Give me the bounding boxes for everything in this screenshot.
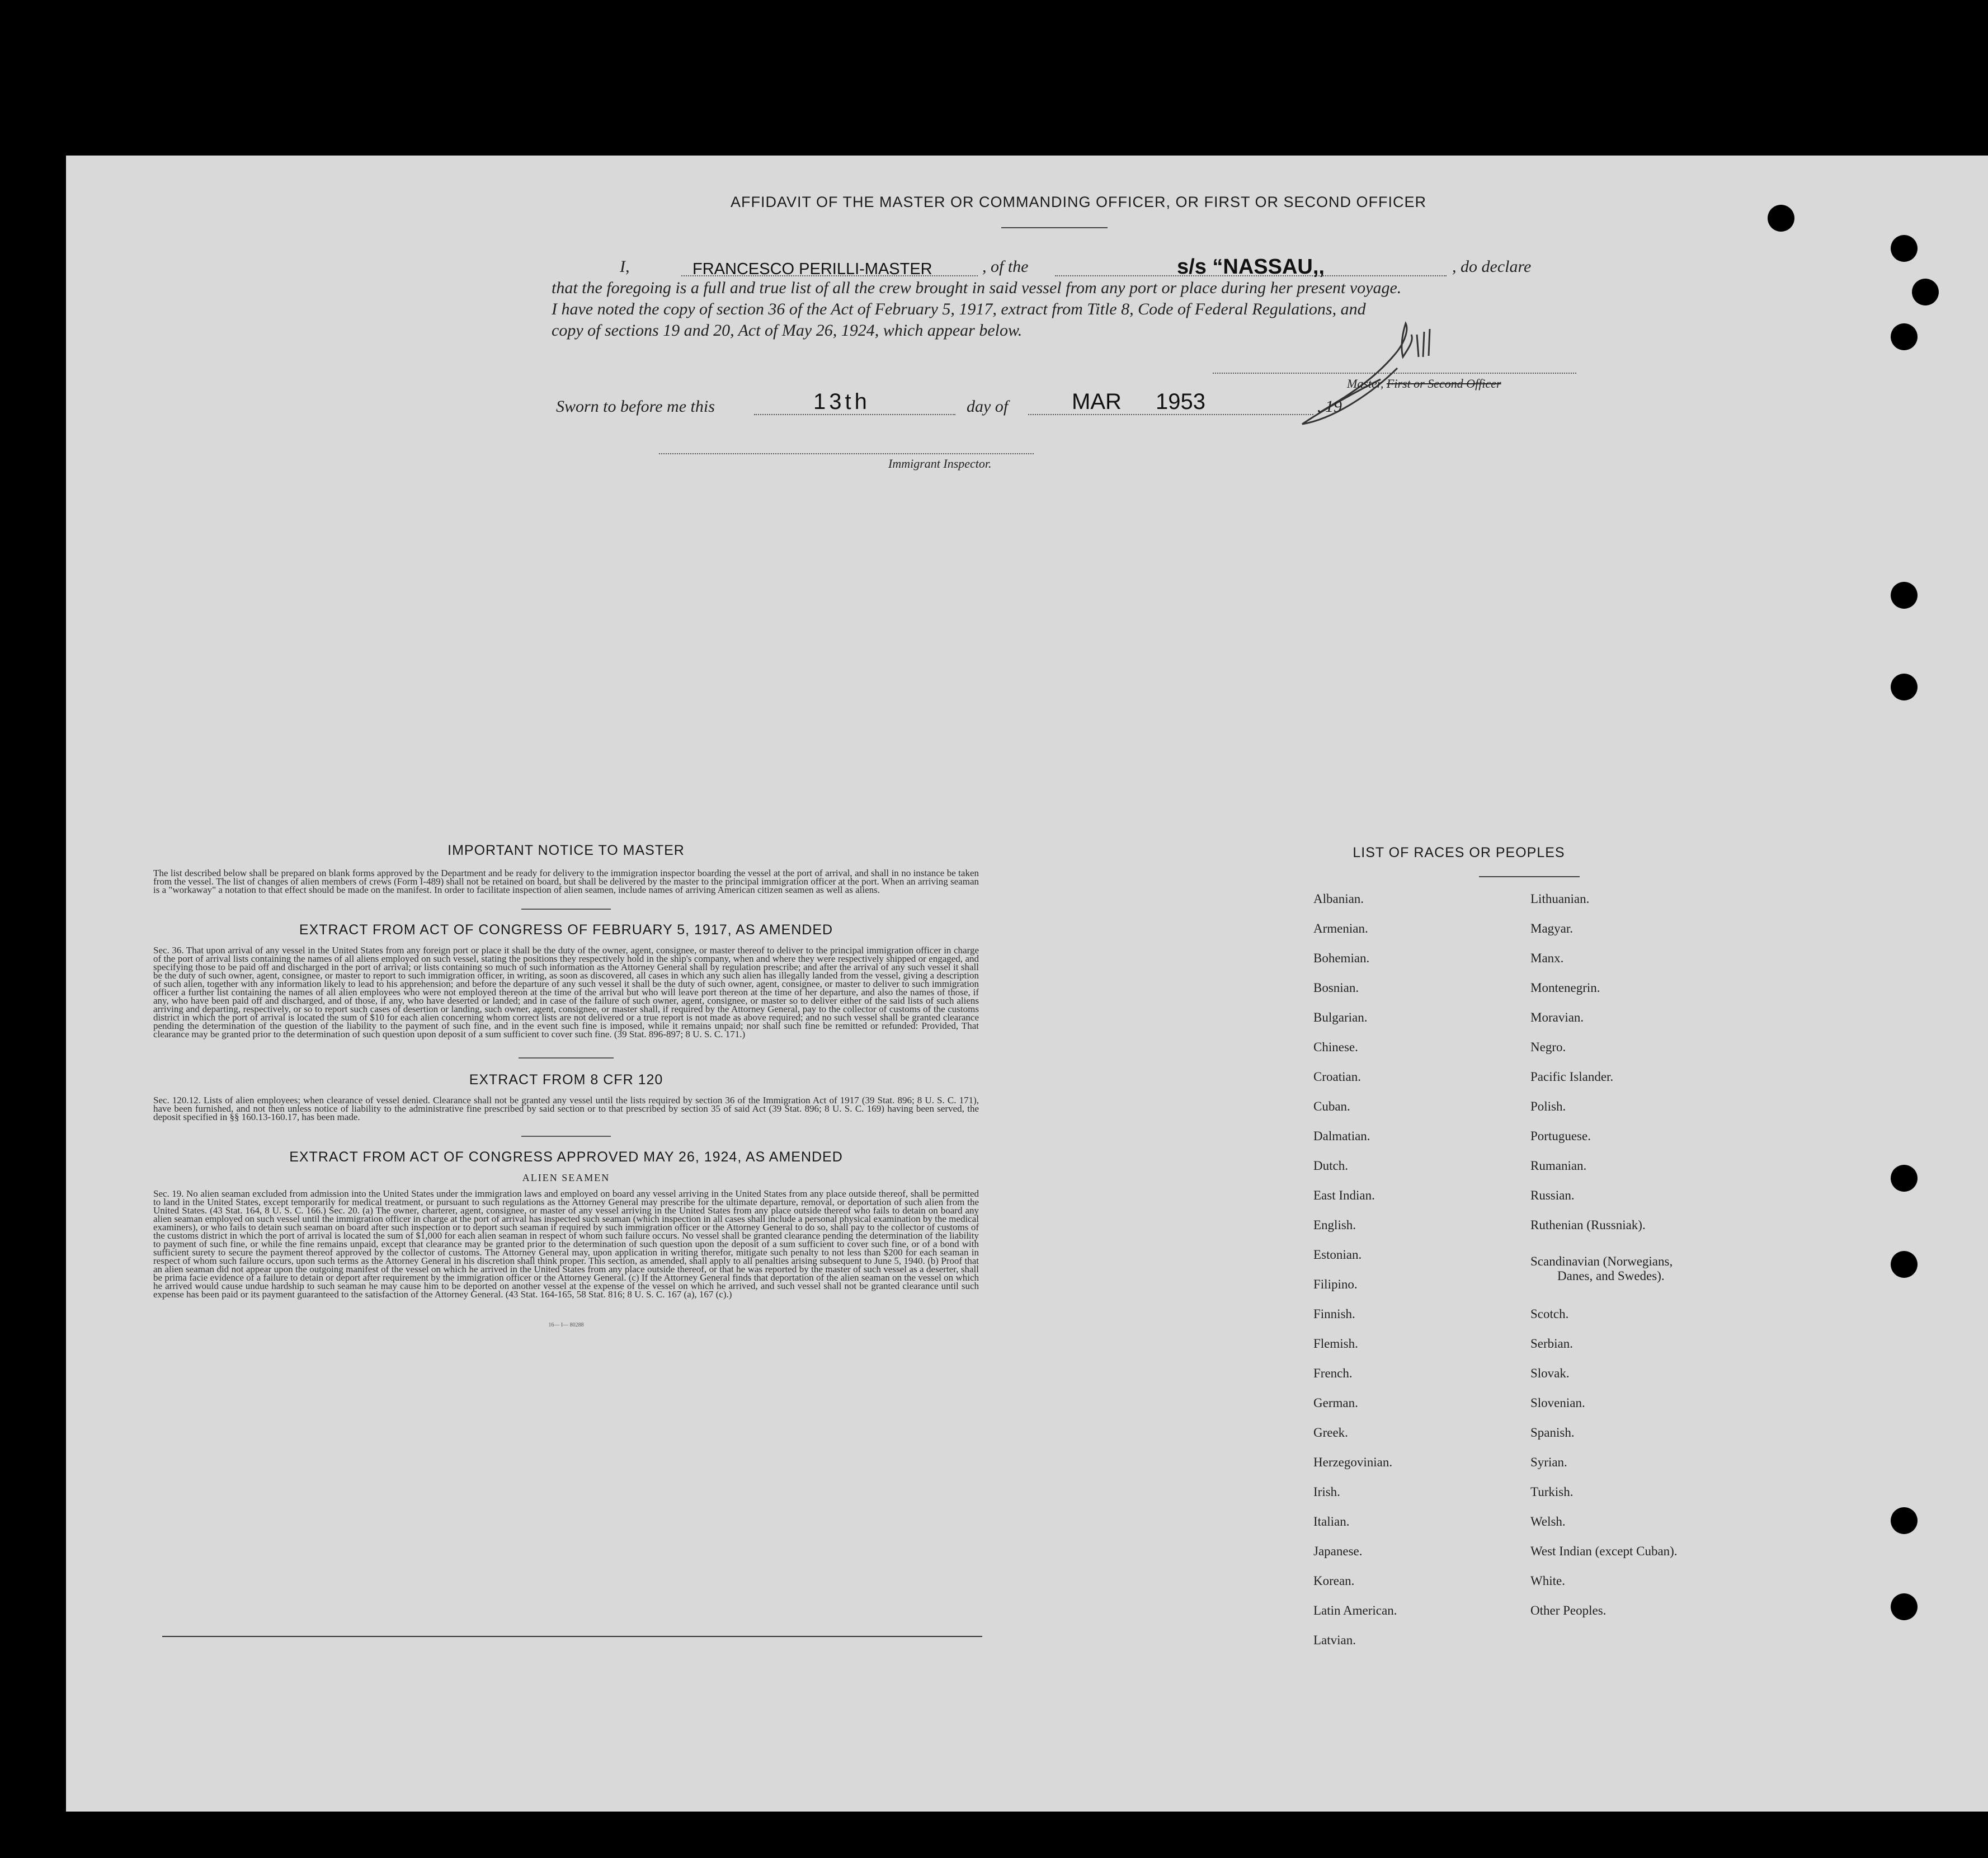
punch-hole bbox=[1891, 674, 1918, 700]
extract-cfr-text: Sec. 120.12. Lists of alien employees; when clearance of vessel denied. Clearance shall not be granted any vessel until the lists required by section 36 of the Immigration Act of 1917 (39 Stat. 896; 8 U. S. C. 171), have been furnished, and not then unless notice of liability to the administrative fine prescribed by said section or to that prescribed by section 35 of said Act (39 Stat. 896; 8 U. S. C. 169) having been served, the deposit specified in §§ 160.13-160.17, has been made. bbox=[153, 1095, 979, 1122]
extract-cfr-divider bbox=[521, 1136, 611, 1137]
sworn-day-field: 13th bbox=[813, 389, 870, 414]
race-item: Bohemian. bbox=[1313, 951, 1370, 965]
race-item: Moravian. bbox=[1530, 1010, 1584, 1024]
race-item: Irish. bbox=[1313, 1485, 1340, 1499]
inspector-signature-line bbox=[659, 453, 1034, 454]
punch-hole bbox=[1891, 323, 1918, 350]
race-item: Polish. bbox=[1530, 1099, 1566, 1113]
race-item: Armenian. bbox=[1313, 921, 1368, 935]
vessel-name-underline bbox=[1055, 275, 1447, 276]
race-item: French. bbox=[1313, 1366, 1353, 1380]
race-item: Chinese. bbox=[1313, 1040, 1358, 1054]
punch-hole bbox=[1891, 582, 1918, 609]
i-label: I, bbox=[620, 257, 630, 276]
race-item: Turkish. bbox=[1530, 1485, 1574, 1499]
race-item: Bulgarian. bbox=[1313, 1010, 1368, 1024]
declaration-line-2: that the foregoing is a full and true list of all the crew brought in said vessel from any port or place during her present voyage. bbox=[552, 279, 1402, 297]
race-item: Filipino. bbox=[1313, 1277, 1358, 1291]
master-name-field: FRANCESCO PERILLI-MASTER bbox=[692, 260, 932, 278]
race-item: Herzegovinian. bbox=[1313, 1455, 1393, 1469]
notice-title: IMPORTANT NOTICE TO MASTER bbox=[447, 843, 685, 858]
extract-1924-text: Sec. 19. No alien seaman excluded from admission into the United States under the immigration laws and employed on board any vessel arriving in the United States from any place outside thereof, shall be permitted to land in the United States, except temporarily for medical treatment, or pursuant to such regulations as the Attorney General may prescribe for the ultimate departure, removal, or deportation of such alien from the United States. (43 Stat. 164, 8 U. S. C. 166.) Sec. 20. (a) The owner, charterer, agent, consignee, or master of any vessel arriving in the United States from any place outside thereof who fails to detain on board any alien seaman employed on such vessel until the immigration officer in charge at the port of arrival has inspected such seaman (which inspection in all cases shall include a personal physical examination by the medical examiners), or who fails to detain such seaman on board after such inspection or to deport such seaman if required by such immigration officer or the Attorney General to do so, shall pay to the collector of customs of the customs district in which the port of arrival is located the sum of $1,000 for each alien seaman in respect of whom such failure occurs. No vessel shall be granted clearance pending the determination of the liability to payment of such fine, or while the fine remains unpaid, except that clearance may be granted prior to the determination of such question upon the deposit of a sum sufficient to cover such fine, or of a bond with sufficient surety to secure the payment thereof approved by the collector of customs. The Attorney General may, upon application in writing therefor, mitigate such penalty to not less than $200 for each seaman in respect of whom such failure occurs, upon such terms as the Attorney General in his discretion shall think proper. This section, as amended, shall apply to all penalties arising subsequent to June 5, 1940. (b) Proof that an alien seaman did not appear upon the outgoing manifest of the vessel on which he arrived in the United States from any place outside thereof, or that he was reported by the master of such vessel as a deserter, shall be prima facie evidence of a failure to detain or deport after requirement by the immigration officer or the Attorney General. (c) If the Attorney General finds that deportation of the alien seaman on the vessel on which he arrived would cause undue hardship to such seaman he may cause him to be deported on another vessel at the expense of the vessel on which he arrived, and such vessel shall not be granted clearance until such expense has been paid or its payment guaranteed to the satisfaction of the Attorney General. (43 Stat. 164-165, 58 Stat. 816; 8 U. S. C. 167 (a), 167 (c).) bbox=[153, 1188, 979, 1300]
punch-hole bbox=[1891, 1507, 1918, 1534]
extract-1917-text: Sec. 36. That upon arrival of any vessel in the United States from any foreign port or place it shall be the duty of the owner, agent, consignee, or master thereof to deliver to the principal immigration officer in charge of the port of arrival lists containing the names of all aliens employed on such vessel, stating the positions they respectively hold in the ship's company, when and where they were respectively shipped or engaged, and specifying those to be paid off and discharged in the port of arrival; or lists containing so much of such information as the Attorney General shall by regulation prescribe; and after the arrival of any such vessel it shall be the duty of such owner, agent, consignee, or master to report to such immigration officer, in writing, as soon as discovered, all cases in which any such alien has illegally landed from the vessel, giving a description of such alien, together with any information likely to lead to his apprehension; and before the departure of any such vessel it shall be the duty of such owner, agent, consignee, or master to deliver to such immigration officer a further list containing the names of all alien employees who were not employed thereon at the time of the arrival but who will leave port thereon at the time of her departure, and also the names of those, if any, who have been paid off and discharged, and of those, if any, who have deserted or landed; and in case of the failure of such owner, agent, consignee, or master so to deliver either of the said lists of such aliens arriving and departing, respectively, or so to report such cases of desertion or landing, such owner, agent, consignee, or master shall, if required by the Attorney General, pay to the collector of customs of the customs district in which the port of arrival is located the sum of $10 for each alien concerning whom correct lists are not delivered or a true report is not made as above required; and no such vessel shall be granted clearance pending the determination of the question of the liability to the payment of such fine, and in the event such fine is imposed, while it remains unpaid; nor shall such fine be remitted or refunded: Provided, That clearance may be granted prior to the determination of such question upon deposit of a sum sufficient to cover such fine. (39 Stat. 896-897; 8 U. S. C. 171.) bbox=[153, 945, 979, 1039]
extract-1917-title: EXTRACT FROM ACT OF CONGRESS OF FEBRUARY 5, 1917, AS AMENDED bbox=[299, 922, 833, 938]
sworn-date-underline bbox=[1028, 414, 1313, 415]
race-item: Danes, and Swedes). bbox=[1557, 1269, 1665, 1283]
race-item: Slovenian. bbox=[1530, 1396, 1585, 1410]
vessel-name-field: s/s “NASSAU,, bbox=[1177, 255, 1325, 279]
race-item: Slovak. bbox=[1530, 1366, 1570, 1380]
day-of-label: day of bbox=[967, 397, 1009, 416]
sworn-label: Sworn to before me this bbox=[556, 397, 715, 416]
race-item: Other Peoples. bbox=[1530, 1603, 1607, 1617]
extract-1917-divider bbox=[519, 1057, 614, 1059]
race-item: Dalmatian. bbox=[1313, 1129, 1370, 1143]
signature-role bbox=[1347, 377, 1501, 391]
sworn-year-field: 1953 bbox=[1156, 389, 1205, 414]
punch-hole bbox=[1768, 205, 1794, 232]
race-item: Albanian. bbox=[1313, 892, 1364, 906]
race-item: Korean. bbox=[1313, 1574, 1355, 1588]
races-title-underline bbox=[1479, 876, 1580, 877]
races-title: LIST OF RACES OR PEOPLES bbox=[1353, 845, 1565, 860]
race-item: White. bbox=[1530, 1574, 1565, 1588]
race-item: Croatian. bbox=[1313, 1070, 1361, 1084]
punch-hole bbox=[1891, 1251, 1918, 1278]
punch-hole bbox=[1891, 1593, 1918, 1620]
race-item: Montenegrin. bbox=[1530, 981, 1600, 995]
declaration-line-4: copy of sections 19 and 20, Act of May 26, 1924, which appear below. bbox=[552, 321, 1023, 340]
race-item: Spanish. bbox=[1530, 1426, 1575, 1440]
affidavit-title: AFFIDAVIT OF THE MASTER OR COMMANDING OFFICER, OR FIRST OR SECOND OFFICER bbox=[730, 194, 1427, 210]
race-item: Magyar. bbox=[1530, 921, 1574, 935]
race-item: Japanese. bbox=[1313, 1544, 1363, 1558]
year-suffix-label: , 19 bbox=[1317, 397, 1342, 416]
extract-1924-subtitle: ALIEN SEAMEN bbox=[522, 1172, 610, 1183]
master-name-underline bbox=[681, 275, 978, 276]
race-item: Syrian. bbox=[1530, 1455, 1567, 1469]
extract-1924-title: EXTRACT FROM ACT OF CONGRESS APPROVED MAY 26, 1924, AS AMENDED bbox=[289, 1149, 843, 1165]
race-item: Portuguese. bbox=[1530, 1129, 1591, 1143]
race-item: Negro. bbox=[1530, 1040, 1566, 1054]
of-the-label: , of the bbox=[982, 257, 1029, 276]
race-item: Ruthenian (Russniak). bbox=[1530, 1218, 1646, 1232]
race-item: Russian. bbox=[1530, 1188, 1575, 1202]
race-item: Welsh. bbox=[1530, 1514, 1566, 1528]
race-item: East Indian. bbox=[1313, 1188, 1375, 1202]
bottom-rule bbox=[162, 1636, 982, 1637]
race-item: Rumanian. bbox=[1530, 1159, 1587, 1173]
legal-notice-column bbox=[153, 843, 979, 1328]
race-item: Cuban. bbox=[1313, 1099, 1350, 1113]
race-item: Latin American. bbox=[1313, 1603, 1397, 1617]
extract-cfr-title: EXTRACT FROM 8 CFR 120 bbox=[469, 1072, 663, 1088]
printer-mark: 16— I— 80288 bbox=[548, 1322, 584, 1328]
race-item: Scotch. bbox=[1530, 1307, 1569, 1321]
race-item: Latvian. bbox=[1313, 1633, 1356, 1647]
declaration-line-3: I have noted the copy of section 36 of the Act of February 5, 1917, extract from Title 8, Code of Federal Regulations, and bbox=[552, 300, 1366, 318]
race-item: Scandinavian (Norwegians, bbox=[1530, 1254, 1673, 1268]
signature-role-master: Master, bbox=[1347, 377, 1384, 391]
do-declare-label: , do declare bbox=[1452, 257, 1532, 276]
document-page bbox=[66, 156, 1988, 1812]
race-item: Serbian. bbox=[1530, 1337, 1574, 1351]
race-item: West Indian (except Cuban). bbox=[1530, 1544, 1678, 1558]
race-item: German. bbox=[1313, 1396, 1358, 1410]
race-item: Pacific Islander. bbox=[1530, 1070, 1614, 1084]
punch-hole bbox=[1891, 1165, 1918, 1192]
race-item: Bosnian. bbox=[1313, 981, 1359, 995]
punch-hole bbox=[1891, 235, 1918, 262]
sworn-month-field: MAR bbox=[1072, 389, 1122, 414]
race-item: Manx. bbox=[1530, 951, 1564, 965]
notice-divider bbox=[521, 909, 611, 910]
race-item: Dutch. bbox=[1313, 1159, 1348, 1173]
inspector-label: Immigrant Inspector. bbox=[888, 457, 992, 471]
sworn-day-underline bbox=[754, 414, 955, 415]
notice-text: The list described below shall be prepared on blank forms approved by the Department and be ready for delivery to the immigration inspector boarding the vessel at the port of arrival, and shall in no instance be taken from the vessel. The list of changes of alien members of crews (Form I-489) shall not be retained on board, but shall be delivered by the master to the principal immigration officer at the port. When an arriving seaman is a "workaway" a notation to that effect should be made on the manifest. In order to facilitate inspection of alien seamen, include names of arriving American citizen seamen as well as aliens. bbox=[153, 868, 979, 895]
race-item: Finnish. bbox=[1313, 1307, 1355, 1321]
signature-role-struck: First or Second Officer bbox=[1386, 377, 1501, 391]
race-item: Estonian. bbox=[1313, 1248, 1362, 1262]
title-underline bbox=[1001, 227, 1108, 228]
race-item: Greek. bbox=[1313, 1426, 1348, 1440]
race-item: Flemish. bbox=[1313, 1337, 1358, 1351]
race-item: English. bbox=[1313, 1218, 1356, 1232]
race-item: Italian. bbox=[1313, 1514, 1350, 1528]
punch-hole bbox=[1912, 279, 1939, 305]
race-item: Lithuanian. bbox=[1530, 892, 1590, 906]
